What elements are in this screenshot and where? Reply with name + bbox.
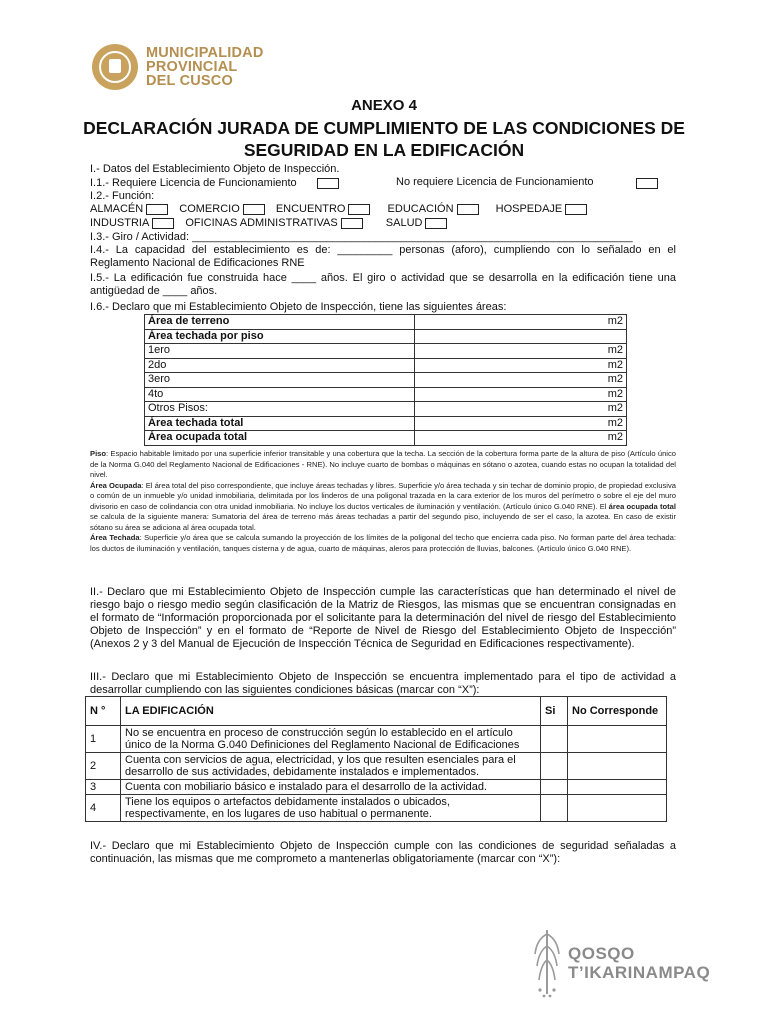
- area-label: Área techada por piso: [145, 329, 415, 344]
- condition-si-cell[interactable]: [541, 795, 568, 822]
- encuentro-checkbox[interactable]: [348, 204, 370, 215]
- funcion-label: I.2.- Función:: [90, 190, 155, 202]
- salud-checkbox[interactable]: [425, 218, 447, 229]
- areas-row: [145, 387, 627, 402]
- condition-no-corresponde-cell[interactable]: [568, 753, 667, 780]
- licencia-not-required-label: No requiere Licencia de Funcionamiento: [396, 176, 594, 188]
- area-label: Área ocupada total: [145, 431, 415, 446]
- area-label: Área de terreno: [145, 315, 415, 330]
- giro-field[interactable]: I.3.- Giro / Actividad: ________________________________________________________________________: [90, 231, 633, 243]
- licencia-required-label: I.1.- Requiere Licencia de Funcionamiento: [90, 177, 297, 189]
- funcion-row-1: ALMACÉN COMERCIO ENCUENTRO EDUCACIÓN HOSPEDAJE: [90, 203, 587, 216]
- annex-label: ANEXO 4: [351, 97, 417, 114]
- definitions-notes: Piso: Espacio habitable limitado por una superficie inferior transitable y una cobertura que la techa. La sección de la cobertura forma parte de la altura de piso (Artículo único de la Norma G.040 del Reglamento Nacional de Edificaciones - RNE). No incluye cuarto de bombas o máquinas en sótano o azotea, cuando estas no ocupan la totalidad del nivel. Área Ocupada: El área total del piso correspondiente, que incluye áreas techadas y libres. Superficie y/o área techada y sin techar de dominio propio, de propiedad exclusiva o común de un inmueble y/o unidad inmobiliaria, delimitada por los linderos de una poligonal trazada en la cara exterior de los muros del perímetro o sobre el eje del muro divisorio en caso de colindancia con otra unidad inmobiliaria. No incluye los ductos verticales de iluminación y ventilación. (Artículo único G.040 RNE). El área ocupada total se calcula de la siguiente manera: Sumatoria del área de terreno más áreas techadas a partir del segundo piso, incluyendo de ser el caso, la azotea. En caso de existir sótano su área se adiciona al área ocupada total. Área Techada: Superficie y/o área que se calcula sumando la proyección de los límites de la poligonal del techo que encierra cada piso. No forman parte del área techada: los ductos de iluminación y ventilación, tanques cisterna y de agua, cuarto de máquinas, aleros para protección de lluvias, balcones. (Artículo único G.040 RNE).: [90, 449, 676, 553]
- areas-row: [145, 416, 627, 431]
- construida-text: I.5.- La edificación fue construida hace ____ años. El giro o actividad que se desarrolla en la edificación tiene una antigüedad de ____ años.: [90, 272, 676, 297]
- almacen-checkbox[interactable]: [146, 204, 168, 215]
- area-label: Otros Pisos:: [145, 402, 415, 417]
- areas-row: [145, 344, 627, 359]
- areas-row: [145, 373, 627, 388]
- brand-text: QOSQO T’IKARINAMPAQ: [568, 944, 711, 982]
- col-header-number: N °: [86, 697, 121, 726]
- hospedaje-checkbox[interactable]: [565, 204, 587, 215]
- condition-number: 4: [86, 795, 121, 822]
- qosqo-brand-logo: [532, 924, 710, 1002]
- capacidad-text: I.4.- La capacidad del establecimiento es de: _________ personas (aforo), cumpliendo con lo señalado en el Reglamento Nacional de Edificaciones RNE: [90, 244, 676, 269]
- section1-heading: I.- Datos del Establecimiento Objeto de Inspección.: [90, 163, 340, 175]
- col-header-item: LA EDIFICACIÓN: [121, 697, 541, 726]
- section3-text: III.- Declaro que mi Establecimiento Objeto de Inspección se encuentra implementado para el tipo de actividad a desarrollar cumpliendo con las siguientes condiciones básicas (marcar con “X”):: [90, 671, 676, 696]
- condition-text: Cuenta con mobiliario básico e instalado para el desarrollo de la actividad.: [121, 780, 541, 795]
- logo-text: MUNICIPALIDAD PROVINCIAL DEL CUSCO: [146, 45, 264, 89]
- area-label: Área techada total: [145, 416, 415, 431]
- area-value-cell[interactable]: m2: [415, 315, 627, 330]
- condition-text: Tiene los equipos o artefactos debidamente instalados o ubicados, respectivamente, en los lugares de uso habitual o permanente.: [121, 795, 541, 822]
- areas-row: [145, 315, 627, 330]
- condition-no-corresponde-cell[interactable]: [568, 780, 667, 795]
- col-header-no-corresponde: No Corresponde: [568, 697, 667, 726]
- area-value-cell[interactable]: m2: [415, 373, 627, 388]
- section4-text: IV.- Declaro que mi Establecimiento Objeto de Inspección cumple con las condiciones de seguridad señaladas a continuación, las mismas que me comprometo a mantenerlas obligatoriamente (marcar con “X”):: [90, 840, 676, 865]
- area-label: 4to: [145, 387, 415, 402]
- oficinas-checkbox[interactable]: [341, 218, 363, 229]
- col-header-si: Si: [541, 697, 568, 726]
- area-value-cell[interactable]: m2: [415, 387, 627, 402]
- areas-intro: I.6.- Declaro que mi Establecimiento Objeto de Inspección, tiene las siguientes áreas:: [90, 301, 507, 313]
- area-value-cell[interactable]: [415, 329, 627, 344]
- industria-checkbox[interactable]: [152, 218, 174, 229]
- area-label: 3ero: [145, 373, 415, 388]
- section2-text: II.- Declaro que mi Establecimiento Objeto de Inspección cumple las características que han determinado el nivel de riesgo bajo o riesgo medio según clasificación de la Matriz de Riesgos, las mismas que se encuentran consignadas en el formato de “Información proporcionada por el solicitante para la determinación del nivel de riesgo del Establecimiento Objeto de Inspección” y en el formato de “Reporte de Nivel de Riesgo del Establecimiento Objeto de Inspección” (Anexos 2 y 3 del Manual de Ejecución de Inspección Técnica de Seguridad en Edificaciones respectivamente).: [90, 586, 676, 650]
- condition-no-corresponde-cell[interactable]: [568, 726, 667, 753]
- condition-row: [86, 795, 667, 822]
- qosqo-emblem-icon: [532, 924, 562, 1002]
- areas-row: [145, 402, 627, 417]
- area-value-cell[interactable]: m2: [415, 431, 627, 446]
- condition-si-cell[interactable]: [541, 726, 568, 753]
- condition-si-cell[interactable]: [541, 780, 568, 795]
- area-label: 2do: [145, 358, 415, 373]
- areas-row: [145, 358, 627, 373]
- condition-number: 3: [86, 780, 121, 795]
- area-value-cell[interactable]: m2: [415, 358, 627, 373]
- condition-number: 2: [86, 753, 121, 780]
- funcion-row-2: INDUSTRIA OFICINAS ADMINISTRATIVAS SALUD: [90, 217, 447, 230]
- area-value-cell[interactable]: m2: [415, 344, 627, 359]
- condition-no-corresponde-cell[interactable]: [568, 795, 667, 822]
- areas-row: [145, 329, 627, 344]
- document-title: DECLARACIÓN JURADA DE CUMPLIMIENTO DE LAS CONDICIONES DE SEGURIDAD EN LA EDIFICACIÓN: [83, 118, 685, 160]
- condition-si-cell[interactable]: [541, 753, 568, 780]
- condition-number: 1: [86, 726, 121, 753]
- municipality-logo: [92, 44, 264, 90]
- area-value-cell[interactable]: m2: [415, 416, 627, 431]
- condition-text: Cuenta con servicios de agua, electricidad, y los que resulten esenciales para el desarrollo de sus actividades, debidamente instalados e implementados.: [121, 753, 541, 780]
- area-label: 1ero: [145, 344, 415, 359]
- licencia-not-required-checkbox[interactable]: [636, 178, 658, 189]
- educacion-checkbox[interactable]: [457, 204, 479, 215]
- conditions-table: [85, 696, 667, 822]
- areas-table: [144, 314, 627, 446]
- condition-text: No se encuentra en proceso de construcción según lo establecido en el artículo único de la Norma G.040 Definiciones del Reglamento Nacional de Edificaciones: [121, 726, 541, 753]
- condition-row: [86, 780, 667, 795]
- comercio-checkbox[interactable]: [243, 204, 265, 215]
- condition-row: [86, 726, 667, 753]
- condition-row: [86, 753, 667, 780]
- areas-row: [145, 431, 627, 446]
- licencia-required-checkbox[interactable]: [317, 178, 339, 189]
- area-value-cell[interactable]: m2: [415, 402, 627, 417]
- municipal-seal-icon: [92, 44, 138, 90]
